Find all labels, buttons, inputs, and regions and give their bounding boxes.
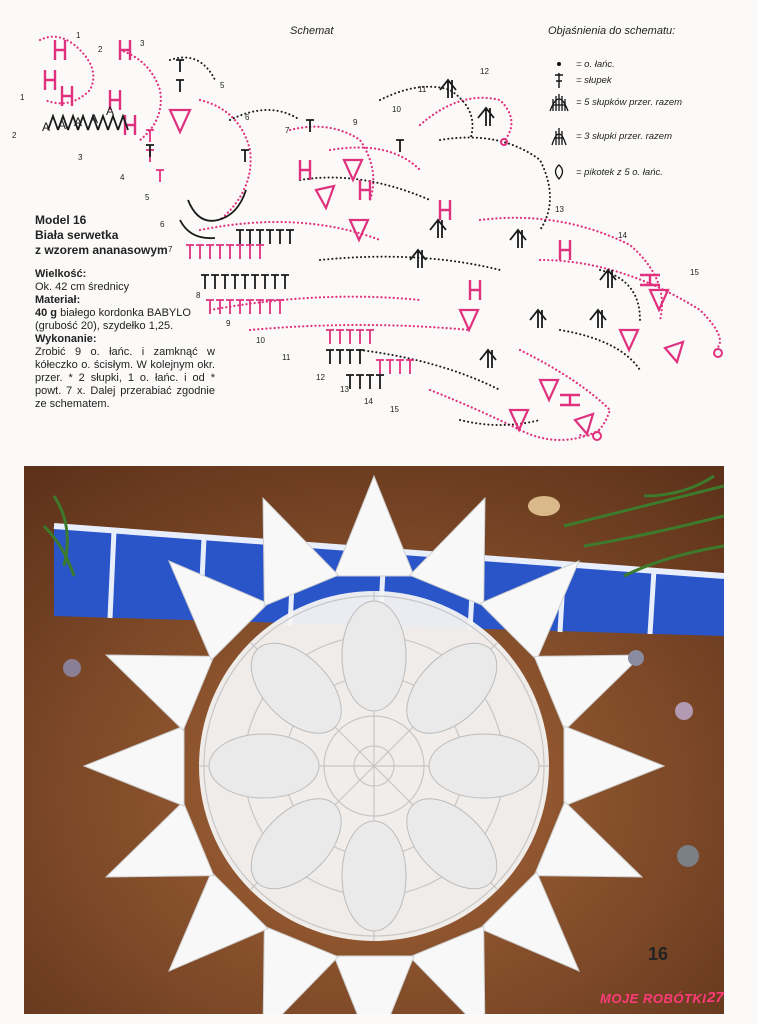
- row-number: 11: [282, 353, 291, 362]
- row-number: 2: [98, 45, 103, 54]
- row-number: 3: [78, 153, 83, 162]
- legend-label: = 5 słupków przer. razem: [576, 96, 683, 108]
- row-number: 5: [145, 193, 150, 202]
- size-value: Ok. 42 cm średnicy: [35, 281, 130, 293]
- row-number: 11: [418, 85, 427, 94]
- legend-item: [548, 161, 663, 183]
- row-number: 4: [120, 173, 125, 182]
- model-title: Model 16: [35, 213, 87, 227]
- row-number: 6: [160, 220, 165, 229]
- legend-label: = o. łańc.: [576, 58, 615, 70]
- execution-section: [35, 333, 215, 411]
- legend-item: [548, 91, 682, 113]
- row-number: 13: [555, 205, 564, 214]
- size-section: [35, 268, 215, 294]
- model-subtitle-2: z wzorem ananasowym: [35, 243, 168, 257]
- execution-label: Wykonanie:: [35, 333, 97, 345]
- material-section: [35, 294, 215, 333]
- legend: [548, 25, 748, 178]
- row-number: 12: [480, 67, 489, 76]
- svg-text:A: A: [106, 104, 115, 118]
- row-number: 15: [690, 268, 699, 277]
- row-number: 10: [392, 105, 401, 114]
- pink-picots: [501, 139, 722, 440]
- legend-title: Objaśnienia do schematu:: [548, 25, 676, 37]
- row-number: 14: [618, 231, 627, 240]
- material-amount: 40 g: [35, 307, 58, 319]
- legend-label: = pikotek z 5 o. łańc.: [576, 166, 663, 178]
- svg-text:A: A: [74, 115, 83, 129]
- row-number: 13: [340, 385, 349, 394]
- row-number: 3: [140, 39, 145, 48]
- legend-item: [548, 125, 672, 147]
- row-number: 7: [285, 126, 290, 135]
- legend-label: = 3 słupki przer. razem: [576, 130, 673, 142]
- treble-stitch-icon: [548, 69, 570, 91]
- row-number: 6: [245, 113, 250, 122]
- row-number: 9: [353, 118, 358, 127]
- svg-text:A: A: [42, 120, 51, 134]
- shell: [528, 496, 560, 516]
- size-label: Wielkość:: [35, 268, 87, 280]
- row-number: 1: [76, 31, 81, 40]
- model-description: [35, 213, 215, 411]
- row-number: 14: [364, 397, 373, 406]
- svg-text:A: A: [58, 118, 67, 132]
- row-number: 1: [20, 93, 25, 102]
- row-number: 12: [316, 373, 325, 382]
- row-number: 10: [256, 336, 265, 345]
- picot-icon: [548, 161, 570, 183]
- page-number: 16: [648, 944, 669, 964]
- execution-value: Zrobić 9 o. łańc. i zamknąć w kółeczko o. ścisłym. W kolejnym okr. przer. * 2 słupki, 1 o. łańc. i od * powt. 7 x. Dalej przerabiać zgodnie ze schematem.: [35, 346, 215, 410]
- model-subtitle: Biała serwetka: [35, 228, 119, 242]
- material-label: Materiał:: [35, 294, 81, 306]
- five-treble-cluster-icon: [548, 91, 570, 113]
- legend-item: [548, 69, 612, 91]
- material-text: [35, 307, 215, 333]
- magazine-name: MOJE ROBÓTKI: [600, 991, 707, 1006]
- row-number: 15: [390, 405, 399, 414]
- material-value: białego kordonka BABYLO (grubość 20), szydełko 1,25.: [35, 307, 191, 332]
- row-number: 5: [220, 81, 225, 90]
- svg-text:A: A: [90, 112, 99, 126]
- legend-label: = słupek: [576, 74, 612, 86]
- row-number: 2: [12, 131, 17, 140]
- three-treble-cluster-icon: [548, 125, 570, 147]
- row-number: 8: [196, 291, 201, 300]
- row-number: 7: [168, 245, 173, 254]
- magazine-page-number: 27: [707, 989, 724, 1006]
- doily-photo: [24, 466, 724, 1014]
- schemat-title: Schemat: [290, 25, 334, 37]
- doily-illustration: [24, 466, 724, 1014]
- row-number: 9: [226, 319, 231, 328]
